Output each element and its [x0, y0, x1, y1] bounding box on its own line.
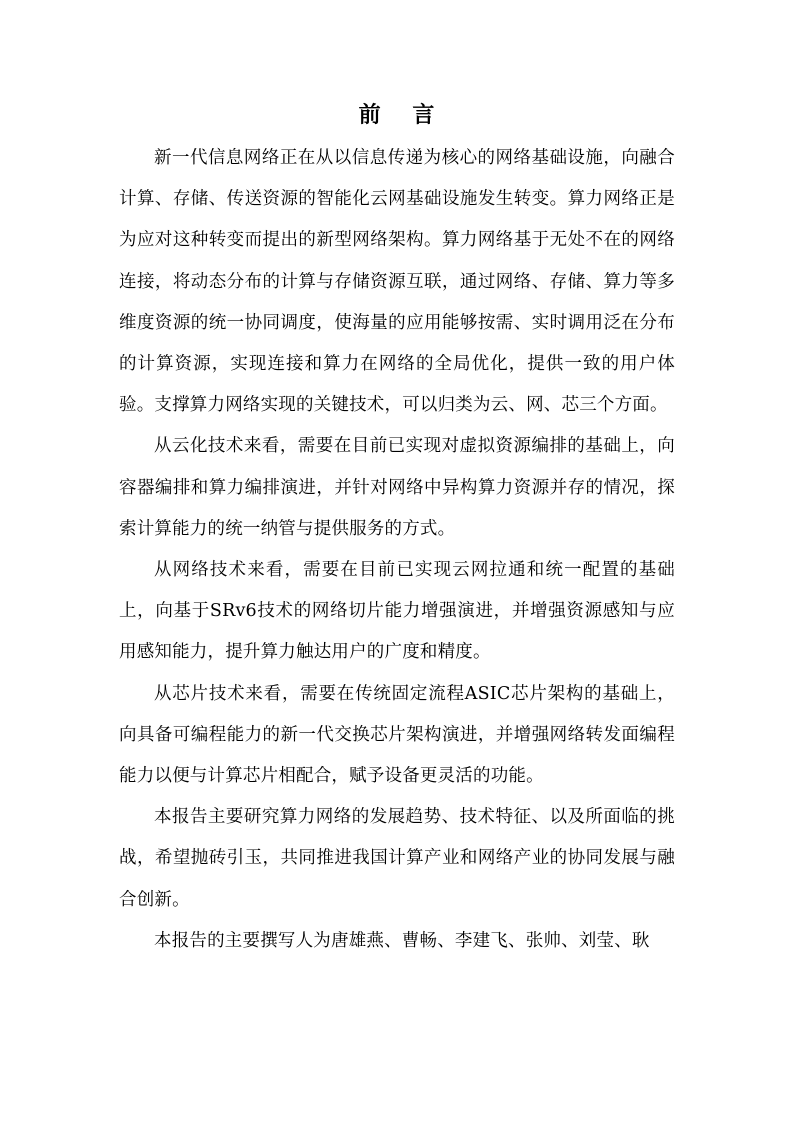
paragraph-chip-tech: 从芯片技术来看，需要在传统固定流程ASIC芯片架构的基础上，向具备可编程能力的新一代交换芯片架构演进，并增强网络转发面编程能力以便与计算芯片相配合，赋予设备更灵活的功能。 — [119, 683, 675, 787]
body-text — [119, 138, 675, 962]
paragraph-intro: 新一代信息网络正在从以信息传递为核心的网络基础设施，向融合计算、存储、传送资源的智能化云网基础设施发生转变。算力网络正是为应对这种转变而提出的新型网络架构。算力网络基于无处不在的网络连接，将动态分布的计算与存储资源互联，通过网络、存储、算力等多维度资源的统一协同调度，使海量的应用能够按需、实时调用泛在分布的计算资源，实现连接和算力在网络的全局优化，提供一致的用户体验。支撑算力网络实现的关键技术，可以归类为云、网、芯三个方面。 — [119, 148, 675, 416]
paragraph-network-tech: 从网络技术来看，需要在目前已实现云网拉通和统一配置的基础上，向基于SRv6技术的网络切片能力增强演进，并增强资源感知与应用感知能力，提升算力触达用户的广度和精度。 — [119, 560, 675, 663]
paragraph-cloud-tech: 从云化技术来看，需要在目前已实现对虚拟资源编排的基础上，向容器编排和算力编排演进，并针对网络中异构算力资源并存的情况，探索计算能力的统一纳管与提供服务的方式。 — [119, 436, 675, 539]
paragraph-report-purpose: 本报告主要研究算力网络的发展趋势、技术特征、以及所面临的挑战，希望抛砖引玉，共同推进我国计算产业和网络产业的协同发展与融合创新。 — [119, 807, 675, 910]
paragraph-authors: 本报告的主要撰写人为唐雄燕、曹畅、李建飞、张帅、刘莹、耿 — [154, 930, 650, 951]
page-title: 前 言 — [358, 103, 447, 128]
